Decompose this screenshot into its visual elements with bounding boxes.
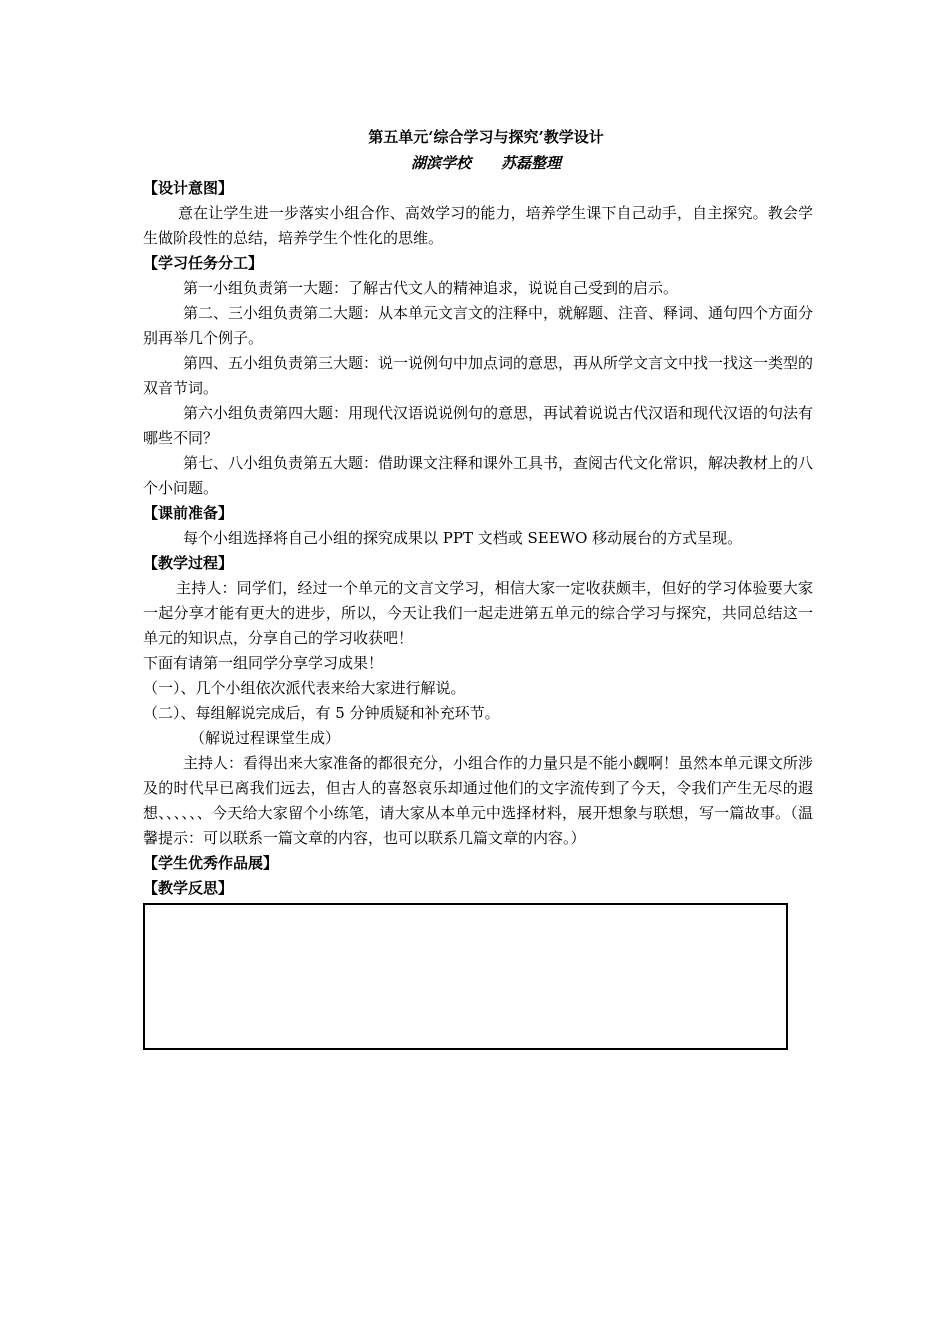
reflection-heading: 【教学反思】 [143,879,234,897]
design-intent-paragraph: 意在让学生进一步落实小组合作、高效学习的能力，培养学生课下自己动手，自主探究。教会学生做阶段性的总结，培养学生个性化的思维。 [143,204,813,247]
process-step-two: （二）、每组解说完成后，有 5 分钟质疑和补充环节。 [143,704,500,722]
preparation-paragraph: 每个小组选择将自己小组的探究成果以 PPT 文档或 SEEWO 移动展台的方式呈现。 [183,529,743,547]
reflection-box [143,903,788,1050]
task-item-group-4-5: 第四、五小组负责第三大题：说一说例句中加点词的意思，再从所学文言文中找一找这一类型的双音节词。 [143,354,814,397]
document-page [143,124,813,1050]
design-intent-heading: 【设计意图】 [143,179,234,197]
showcase-heading: 【学生优秀作品展】 [143,854,279,872]
invite-line: 下面有请第一组同学分享学习成果！ [143,654,384,672]
school-name: 湖滨学校 [410,154,471,172]
task-item-group-1: 第一小组负责第一大题：了解古代文人的精神追求，说说自己受到的启示。 [183,279,679,297]
host-intro-paragraph: 主持人：同学们，经过一个单元的文言文学习，相信大家一定收获颇丰，但好的学习体验要大家一起分享才能有更大的进步，所以，今天让我们一起走进第五单元的综合学习与探究，共同总结这一单元的知识点，分享自己的学习收获吧！ [143,579,813,647]
process-step-one: （一）、几个小组依次派代表来给大家进行解说。 [143,679,466,697]
document-title: 第五单元‘综合学习与探究’教学设计 [368,128,604,146]
preparation-heading: 【课前准备】 [143,504,234,522]
process-note: （解说过程课堂生成） [190,729,341,747]
host-closing-paragraph: 主持人：看得出来大家准备的都很充分，小组合作的力量只是不能小觑啊！虽然本单元课文所涉及的时代早已离我们远去，但古人的喜怒哀乐却通过他们的文字流传到了今天，令我们产生无尽的遐想、、、、、、今天给大家留个小练笔，请大家从本单元中选择材料，展开想象与联想，写一篇故事。（温馨提示：可以联系一篇文章的内容，也可以联系几篇文章的内容。） [143,754,814,847]
task-item-group-7-8: 第七、八小组负责第五大题：借助课文注释和课外工具书，查阅古代文化常识，解决教材上的八个小问题。 [143,454,814,497]
author-name: 苏磊整理 [501,154,562,172]
task-item-group-6: 第六小组负责第四大题：用现代汉语说说例句的意思，再试着说说古代汉语和现代汉语的句法有哪些不同？ [143,404,814,447]
task-item-group-2-3: 第二、三小组负责第二大题：从本单元文言文的注释中，就解题、注音、释词、通句四个方面分别再举几个例子。 [143,304,814,347]
process-heading: 【教学过程】 [143,554,234,572]
task-division-heading: 【学习任务分工】 [143,254,264,272]
document-subtitle [151,150,821,176]
